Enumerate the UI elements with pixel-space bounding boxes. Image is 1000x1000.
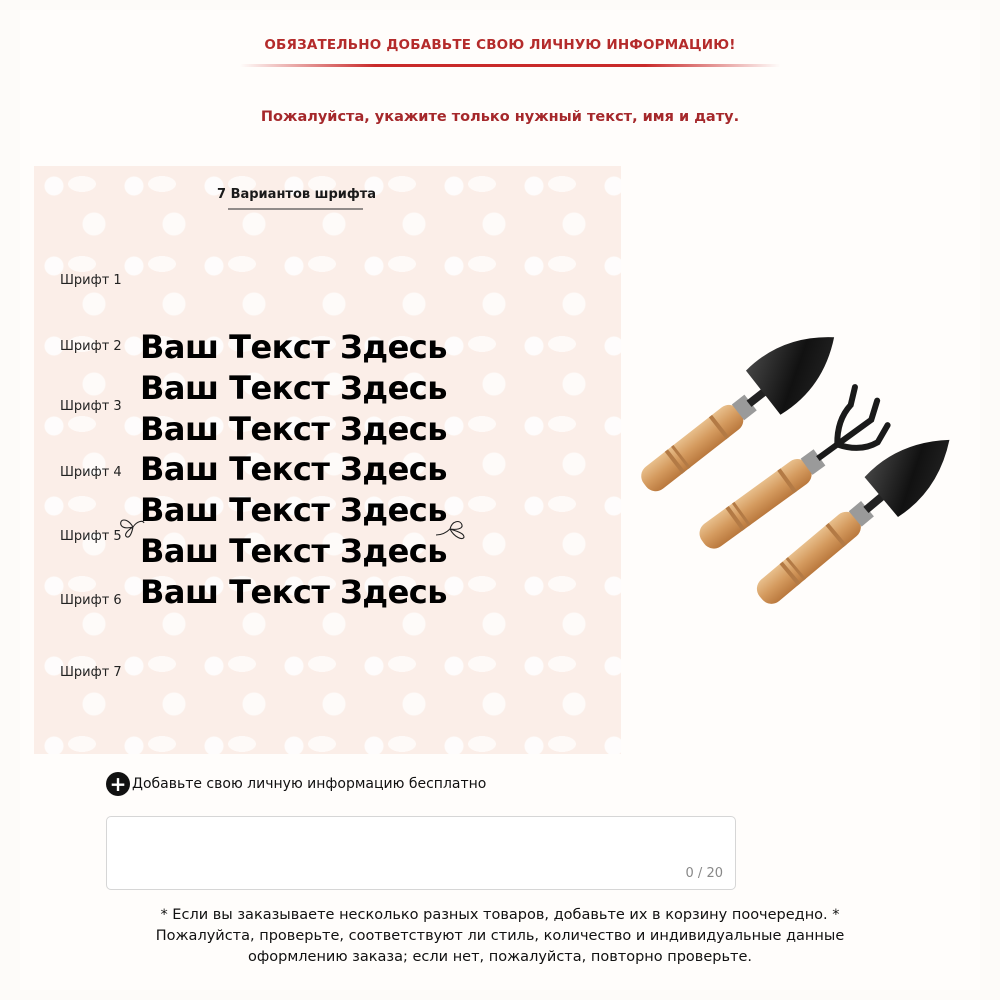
font-label-5: Шрифт 5 bbox=[60, 529, 122, 544]
font-label-3: Шрифт 3 bbox=[60, 399, 122, 414]
plus-circle-icon[interactable]: + bbox=[106, 772, 130, 796]
order-note-line-3: оформлению заказа; если нет, пожалуйста, повторно проверьте. bbox=[247, 949, 752, 965]
font-label-7: Шрифт 7 bbox=[60, 665, 122, 680]
notice-title: ОБЯЗАТЕЛЬНО ДОБАВЬТЕ СВОЮ ЛИЧНУЮ ИНФОРМАЦИЮ! bbox=[264, 37, 736, 53]
add-personal-info-label: Добавьте свою личную информацию бесплатно bbox=[132, 776, 487, 792]
sample-text-line: Ваш Текст Здесь bbox=[140, 450, 447, 488]
butterfly-icon bbox=[117, 515, 149, 539]
font-variants-title: 7 Вариантов шрифта bbox=[217, 187, 377, 202]
font-label-1: Шрифт 1 bbox=[60, 273, 122, 288]
order-note bbox=[0, 905, 1000, 968]
character-counter: 0 / 20 bbox=[685, 866, 723, 881]
font-variants-underline bbox=[228, 208, 363, 210]
add-personal-info-row[interactable] bbox=[106, 772, 486, 796]
notice-divider bbox=[240, 64, 780, 67]
sample-text-line: Ваш Текст Здесь bbox=[140, 491, 447, 529]
personalization-input-box[interactable] bbox=[106, 816, 736, 890]
font-label-4: Шрифт 4 bbox=[60, 465, 122, 480]
font-label-2: Шрифт 2 bbox=[60, 339, 122, 354]
sample-text-line: Ваш Текст Здесь bbox=[140, 410, 447, 448]
sample-text-line: Ваш Текст Здесь bbox=[140, 328, 447, 366]
order-note-line-2: Пожалуйста, проверьте, соответствуют ли стиль, количество и индивидуальные данные bbox=[155, 928, 845, 944]
butterfly-icon bbox=[434, 517, 470, 541]
font-label-6: Шрифт 6 bbox=[60, 593, 122, 608]
sample-text-line: Ваш Текст Здесь bbox=[140, 573, 447, 611]
sample-text-line: Ваш Текст Здесь bbox=[140, 532, 447, 570]
personalization-textarea[interactable] bbox=[107, 817, 735, 889]
order-note-line-1: * Если вы заказываете несколько разных товаров, добавьте их в корзину поочередно. * bbox=[160, 907, 840, 923]
garden-tools-image bbox=[625, 310, 975, 620]
sample-text-line: Ваш Текст Здесь bbox=[140, 369, 447, 407]
notice-subtitle: Пожалуйста, укажите только нужный текст, имя и дату. bbox=[260, 109, 740, 125]
